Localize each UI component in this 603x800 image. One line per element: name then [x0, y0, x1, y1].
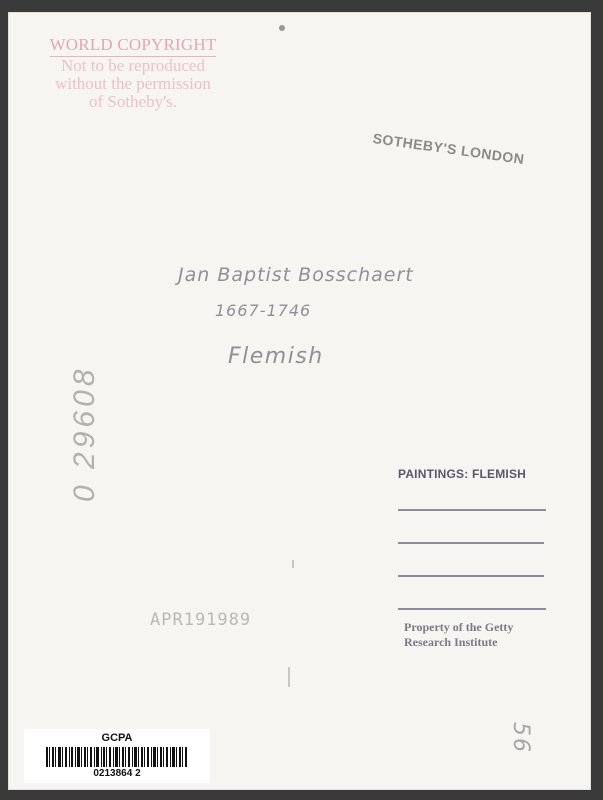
barcode-collection-code: GCPA [101, 732, 133, 744]
barcode-number: 0213864 2 [93, 768, 141, 779]
photo-card-back [8, 12, 591, 790]
file-number: 56 [508, 722, 533, 754]
copyright-stamp [22, 36, 244, 110]
copyright-line-1: Not to be reproduced [61, 55, 205, 75]
property-stamp-line-2: Research Institute [404, 635, 498, 649]
artist-name: Jan Baptist Bosschaert [178, 264, 414, 286]
artist-school: Flemish [228, 344, 324, 369]
accession-number: 0 29608 [68, 365, 101, 502]
copyright-line-2: without the permission [55, 73, 211, 93]
paper-mark [292, 560, 294, 568]
stamp-line-2 [398, 542, 544, 544]
auction-house-stamp: SOTHEBY'S LONDON [371, 130, 526, 168]
paper-mark [288, 667, 290, 687]
artist-dates: 1667-1746 [215, 301, 312, 320]
copyright-line-3: of Sotheby's. [88, 91, 178, 111]
stamp-line-4 [398, 608, 546, 610]
barcode-bars [46, 747, 188, 767]
property-stamp [404, 620, 513, 650]
copyright-heading: WORLD COPYRIGHT [50, 36, 217, 57]
stamp-line-1 [398, 509, 546, 511]
stamp-line-3 [398, 575, 544, 577]
property-stamp-line-1: Property of the Getty [404, 620, 514, 634]
punch-hole [279, 25, 285, 31]
barcode-label [24, 729, 210, 783]
received-date-stamp: APR191989 [150, 610, 252, 630]
category-stamp: PAINTINGS: FLEMISH [398, 467, 527, 481]
